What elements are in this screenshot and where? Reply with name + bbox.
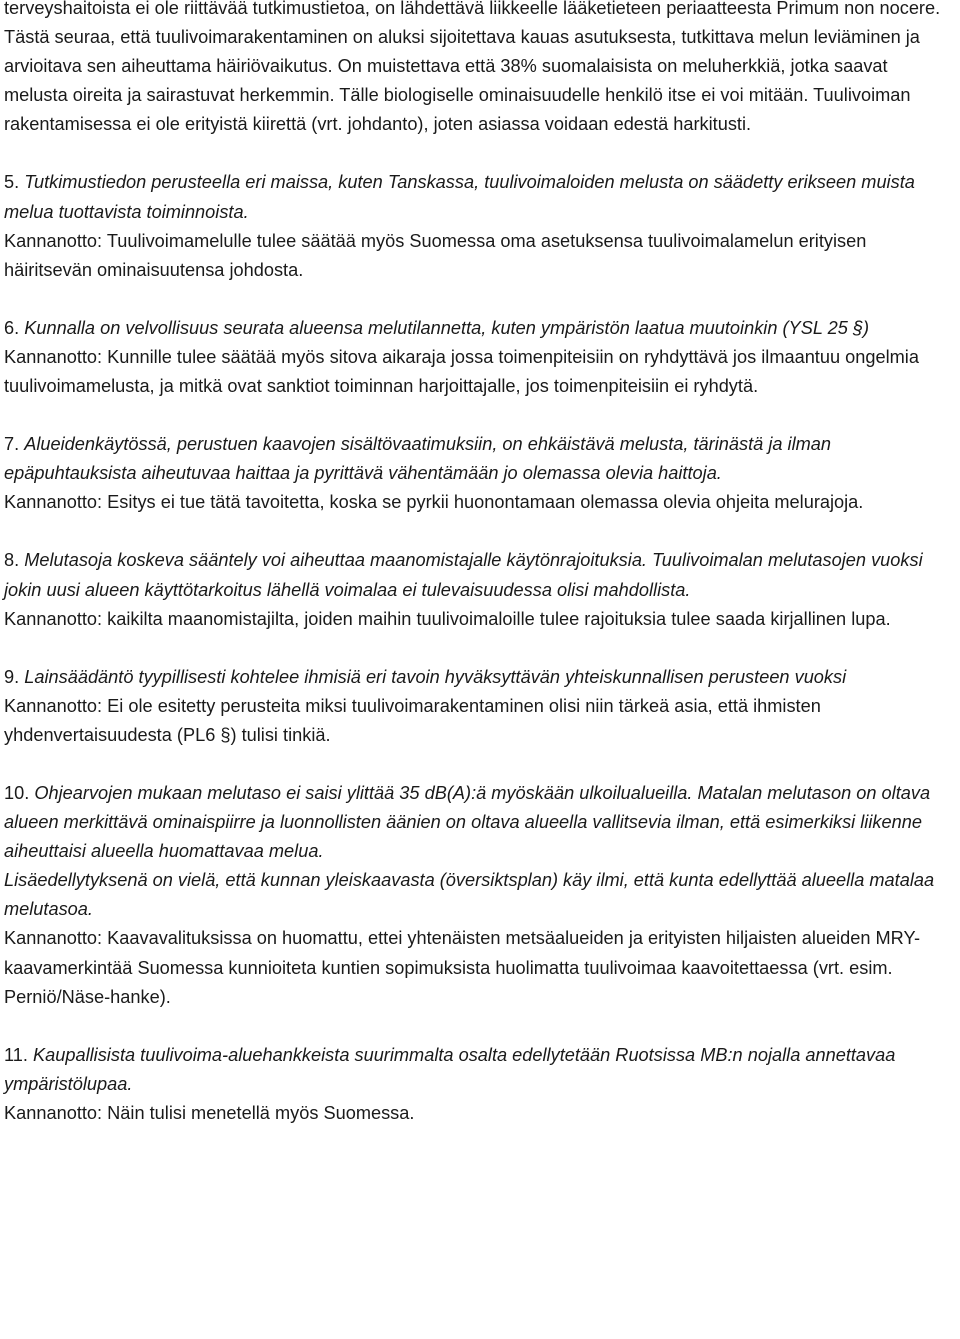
intro-sentence: Tästä seuraa, että tuulivoimarakentaminen on aluksi sijoitettava kauas asutuksesta, tutkittava melun leviäminen ja arvioitava sen aiheuttama häiriövaikutus. [4,27,920,77]
intro-sentence: Tuulivoiman rakentamisessa ei ole erityistä kiirettä (vrt. johdanto), joten asiassa voidaan edestä harkitusti. [4,85,911,135]
item-statement: Lainsäädäntö tyypillisesti kohtelee ihmisiä eri tavoin hyväksyttävän yhteiskunnallisen perusteen vuoksi [24,666,847,687]
item-statement: Ohjearvojen mukaan melutaso ei saisi ylittää 35 dB(A):ä myöskään ulkoilualueilla. Matalan melutason on oltava alueen merkittävä ominaispiirre ja luonnollisten äänien on oltava alueella vallitsevia ilman, että esimerkiksi liikenne aiheuttaisi alueella huomattavaa melua. [4,782,931,862]
item-statement: Kaupallisista tuulivoima-aluehankkeista suurimmalta osalta edellytetään Ruotsissa MB:n nojalla annettavaa ympäristölupaa. [4,1044,896,1094]
document-page [4,0,956,1157]
item-number: 5. [4,172,20,193]
item-comment: Kannanotto: Kaavavalituksissa on huomattu, ettei yhtenäisten metsäalueiden ja erityisten hiljaisten alueiden MRY-kaavamerkintää Suomessa kunnioiteta kuntien sopimuksista huolimatta tuulivoimaa kaavoitettaessa (vrt. esim. Perniö/Näse-hanke). [4,928,920,1007]
item-number: 7. [4,434,20,455]
item-number: 8. [4,550,20,571]
item-comment: Kannanotto: Ei ole esitetty perusteita miksi tuulivoimarakentaminen olisi niin tärkeä asia, että ihmisten yhdenvertaisuudesta (PL6 §) tulisi tinkiä. [4,695,821,745]
item-8 [4,546,956,633]
intro-sentence: Tälle biologiselle ominaisuudelle henkilö itse ei voi mitään. [339,85,809,106]
item-statement: Kunnalla on velvollisuus seurata alueensa melutilannetta, kuten ympäristön laatua muutoinkin (YSL 25 §) [24,317,870,338]
item-comment: Kannanotto: Näin tulisi menetellä myös Suomessa. [4,1102,415,1123]
item-11 [4,1041,956,1128]
item-5 [4,168,956,284]
item-number: 6. [4,317,20,338]
item-number: 9. [4,666,20,687]
intro-paragraph [4,0,956,139]
item-9 [4,663,956,750]
intro-sentence: terveyshaitoista ei ole riittävää tutkimustietoa, on lähdettävä liikkeelle lääketieteen periaatteesta Primum non nocere. [4,0,941,18]
item-statement: Alueidenkäytössä, perustuen kaavojen sisältövaatimuksiin, on ehkäistävä melusta, tärinästä ja ilman epäpuhtauksista aiheutuvaa haittaa ja pyrittävä vähentämään jo olemassa olevia haittoja. [4,434,831,484]
item-extra-statement: Lisäedellytyksenä on vielä, että kunnan yleiskaavasta (översiktsplan) käy ilmi, että kunta edellyttää alueella matalaa melutasoa. [4,870,935,920]
item-comment: Kannanotto: Kunnille tulee säätää myös sitova aikaraja jossa toimenpiteisiin on ryhdyttävä jos ilmaantuu ongelmia tuulivoimamelusta, ja mitkä ovat sanktiot toiminnan harjoittajalle, jos toimenpiteisiin ei ryhdytä. [4,346,919,397]
intro-sentence: On muistettava että 38% suomalaisista on meluherkkiä, jotka saavat melusta oireita ja sairastuvat herkemmin. [4,56,888,106]
item-10 [4,779,956,1012]
item-comment: Kannanotto: kaikilta maanomistajilta, joiden maihin tuulivoimaloille tulee rajoituksia tulee saada kirjallinen lupa. [4,608,891,629]
item-statement: Tutkimustiedon perusteella eri maissa, kuten Tanskassa, tuulivoimaloiden melusta on säädetty erikseen muista melua tuottavista toiminnoista. [4,172,915,222]
item-7 [4,430,956,517]
item-statement: Melutasoja koskeva sääntely voi aiheuttaa maanomistajalle käytönrajoituksia. Tuulivoimalan melutasojen vuoksi jokin uusi alueen käyttötarkoitus lähellä voimalaa ei tulevaisuudessa olisi mahdollista. [4,550,923,600]
item-number: 10. [4,782,30,803]
item-6 [4,314,956,401]
item-comment: Kannanotto: Esitys ei tue tätä tavoitetta, koska se pyrkii huonontamaan olemassa olevia ohjeita melurajoja. [4,492,864,513]
item-comment: Kannanotto: Tuulivoimamelulle tulee säätää myös Suomessa oma asetuksensa tuulivoimalamelun erityisen häiritsevän ominaisuutensa johdosta. [4,230,867,280]
item-number: 11. [4,1044,28,1065]
